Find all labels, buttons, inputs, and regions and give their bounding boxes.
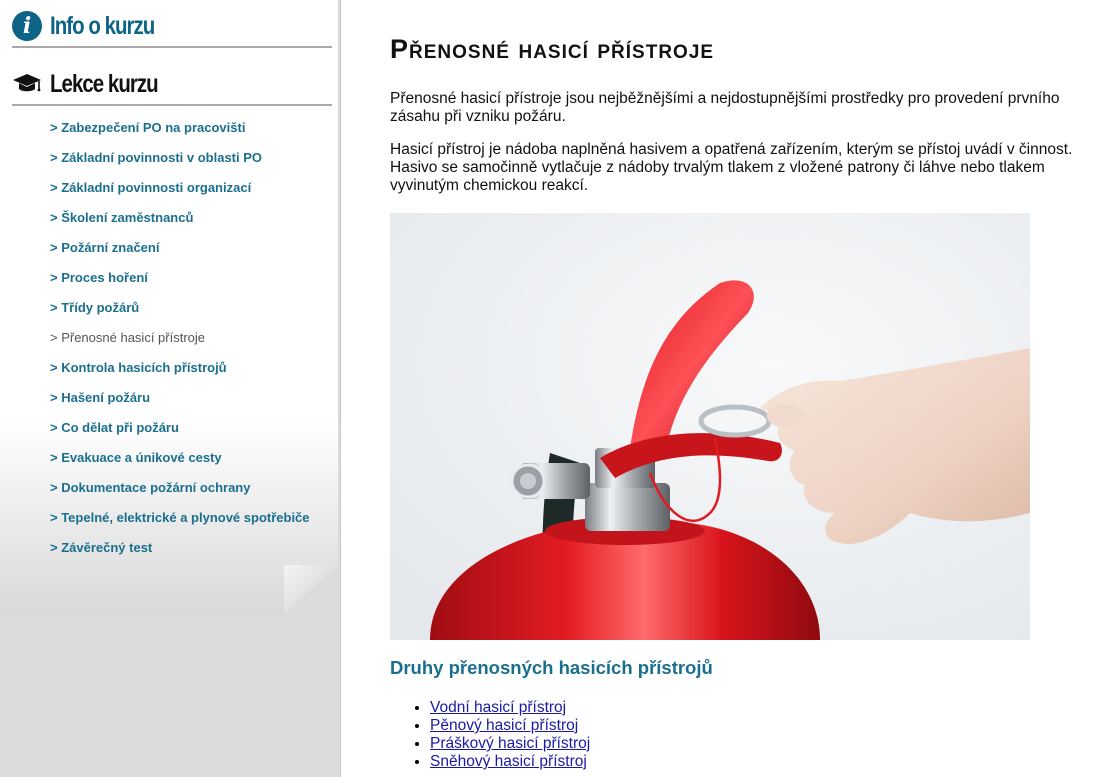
extinguisher-type-link-4[interactable]: Sněhový hasicí přístroj xyxy=(430,753,587,770)
sidebar-item-15[interactable]: > Závěrečný test xyxy=(50,540,153,555)
sidebar-item-2[interactable]: > Základní povinnosti v oblasti PO xyxy=(50,150,263,165)
sidebar-item-5[interactable]: > Požární značení xyxy=(50,240,160,255)
sidebar-item-3[interactable]: > Základní povinnosti organizací xyxy=(50,180,252,195)
sidebar-item-10[interactable]: > Hašení požáru xyxy=(50,390,151,405)
sidebar-item-14[interactable]: > Tepelné, elektrické a plynové spotřebiče xyxy=(50,510,310,525)
page-title: Přenosné hasicí přístroje xyxy=(390,34,715,64)
info-o-kurzu-link[interactable] xyxy=(12,6,332,48)
sidebar-item-12[interactable]: > Evakuace a únikové cesty xyxy=(50,450,222,465)
types-heading: Druhy přenosných hasicích přístrojů xyxy=(390,657,713,678)
sidebar-item-8[interactable]: > Přenosné hasicí přístroje xyxy=(50,330,205,345)
sidebar-item-4[interactable]: > Školení zaměstnanců xyxy=(50,210,194,225)
sidebar-item-6[interactable]: > Proces hoření xyxy=(50,270,148,285)
extinguisher-types-list xyxy=(390,699,590,771)
graduation-cap-icon xyxy=(12,69,42,99)
lekce-kurzu-label: Lekce kurzu xyxy=(50,69,158,98)
extinguisher-type-link-3[interactable]: Práškový hasicí přístroj xyxy=(430,735,591,752)
lesson-nav xyxy=(50,118,310,568)
list-item xyxy=(430,753,590,771)
sidebar-item-7[interactable]: > Třídy požárů xyxy=(50,300,140,315)
sidebar xyxy=(0,0,341,777)
lekce-kurzu-heading xyxy=(12,64,332,106)
sidebar-item-9[interactable]: > Kontrola hasicích přístrojů xyxy=(50,360,227,375)
sidebar-item-11[interactable]: > Co dělat při požáru xyxy=(50,420,179,435)
info-o-kurzu-label: Info o kurzu xyxy=(50,11,155,40)
info-icon: i xyxy=(12,11,42,41)
sidebar-item-13[interactable]: > Dokumentace požární ochrany xyxy=(50,480,251,495)
fire-extinguisher-photo xyxy=(390,213,1030,640)
extinguisher-type-link-2[interactable]: Pěnový hasicí přístroj xyxy=(430,717,579,734)
list-item xyxy=(430,699,590,717)
list-item xyxy=(430,735,590,753)
sidebar-page-fold xyxy=(284,565,338,614)
description-paragraph: Hasicí přístroj je nádoba naplněná hasivem a opatřená zařízením, kterým se přístoj uvádí v činnost. Hasivo se samočinně vytlačuje z nádoby trvalým tlakem z vložené patrony či láhve nebo tlakem vyvinutým chemickou reakcí. xyxy=(390,141,1073,194)
extinguisher-type-link-1[interactable]: Vodní hasicí přístroj xyxy=(430,699,567,716)
sidebar-item-1[interactable]: > Zabezpečení PO na pracovišti xyxy=(50,120,246,135)
intro-paragraph: Přenosné hasicí přístroje jsou nejběžnějšími a nejdostupnějšími prostředky pro provedení prvního zásahu při vzniku požáru. xyxy=(390,90,1060,125)
list-item xyxy=(430,717,590,735)
